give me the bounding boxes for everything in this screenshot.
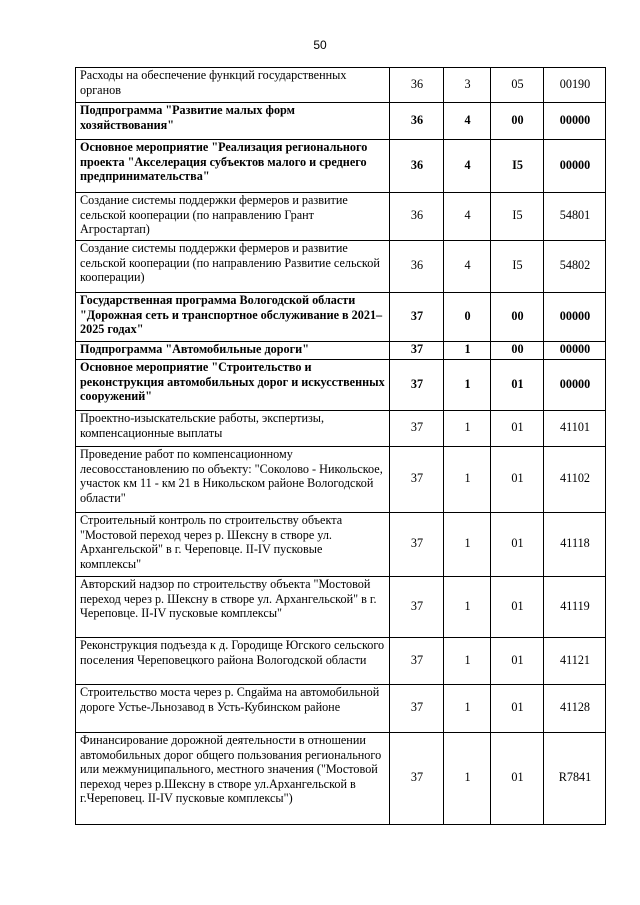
row-code-1-cell: 37 xyxy=(390,447,444,513)
row-code-2-cell: 4 xyxy=(444,193,491,241)
row-code-2-cell: 3 xyxy=(444,68,491,103)
row-name-cell: Строительство моста через р. Сngайма на автомобильной дороге Устье-Льнозавод в Усть-Кубинском районе xyxy=(76,685,390,733)
table-row xyxy=(76,411,606,447)
row-code-1-cell: 36 xyxy=(390,68,444,103)
row-name-cell: Основное мероприятие "Строительство и реконструкция автомобильных дорог и искусственных сооружений" xyxy=(76,360,390,411)
row-code-4-cell: 41118 xyxy=(544,513,606,577)
row-code-2-cell: 1 xyxy=(444,733,491,825)
row-code-4-cell: 41121 xyxy=(544,638,606,685)
row-code-1-cell: 37 xyxy=(390,685,444,733)
row-code-4-cell: 41101 xyxy=(544,411,606,447)
row-code-2-cell: 4 xyxy=(444,140,491,193)
table-row xyxy=(76,513,606,577)
row-name-cell: Создание системы поддержки фермеров и развитие сельской кооперации (по направлению Развитие сельской кооперации) xyxy=(76,241,390,293)
table-row xyxy=(76,193,606,241)
row-code-1-cell: 37 xyxy=(390,577,444,638)
row-name-cell: Авторский надзор по строительству объекта "Мостовой переход через р. Шексну в створе ул. Архангельской" в г. Череповце. II-IV пусковые комплексы" xyxy=(76,577,390,638)
row-name-cell: Финансирование дорожной деятельности в отношении автомобильных дорог общего пользования регионального или межмуниципального, местного значения ("Мостовой переход через р.Шексну в створе ул.Архангельской в г.Череповец. II-IV пусковые комплексы") xyxy=(76,733,390,825)
row-code-4-cell: 00190 xyxy=(544,68,606,103)
row-code-3-cell: 01 xyxy=(491,577,544,638)
row-name-cell: Проектно-изыскательские работы, экспертизы, компенсационные выплаты xyxy=(76,411,390,447)
table-row xyxy=(76,638,606,685)
row-code-2-cell: 4 xyxy=(444,241,491,293)
row-name-cell: Расходы на обеспечение функций государственных органов xyxy=(76,68,390,103)
table-row xyxy=(76,140,606,193)
row-code-2-cell: 1 xyxy=(444,513,491,577)
row-code-1-cell: 37 xyxy=(390,638,444,685)
table-row xyxy=(76,447,606,513)
budget-classification-table xyxy=(75,67,606,825)
row-code-4-cell: 54802 xyxy=(544,241,606,293)
row-name-cell: Проведение работ по компенсационному лесовосстановлению по объекту: "Соколово - Никольское, участок км 11 - км 21 в Никольском районе Вологодской области" xyxy=(76,447,390,513)
row-code-2-cell: 1 xyxy=(444,342,491,360)
row-name-cell: Подпрограмма "Развитие малых форм хозяйствования" xyxy=(76,103,390,140)
row-code-3-cell: I5 xyxy=(491,193,544,241)
row-code-2-cell: 1 xyxy=(444,447,491,513)
row-code-3-cell: 01 xyxy=(491,411,544,447)
row-code-4-cell: 41128 xyxy=(544,685,606,733)
table-row xyxy=(76,342,606,360)
row-code-2-cell: 1 xyxy=(444,638,491,685)
table-body xyxy=(76,68,606,825)
row-code-3-cell: 01 xyxy=(491,513,544,577)
row-name-cell: Строительный контроль по строительству объекта "Мостовой переход через р. Шексну в створе ул. Архангельской" в г. Череповце. II-IV пусковые комплексы" xyxy=(76,513,390,577)
row-name-cell: Основное мероприятие "Реализация регионального проекта "Акселерация субъектов малого и среднего предпринимательства" xyxy=(76,140,390,193)
row-code-1-cell: 36 xyxy=(390,193,444,241)
row-code-3-cell: I5 xyxy=(491,241,544,293)
row-code-1-cell: 37 xyxy=(390,733,444,825)
row-name-cell: Государственная программа Вологодской области "Дорожная сеть и транспортное обслуживание в 2021–2025 годах" xyxy=(76,293,390,342)
row-name-cell: Подпрограмма "Автомобильные дороги" xyxy=(76,342,390,360)
row-code-4-cell: 41119 xyxy=(544,577,606,638)
row-code-3-cell: I5 xyxy=(491,140,544,193)
table-row xyxy=(76,68,606,103)
row-code-3-cell: 01 xyxy=(491,685,544,733)
row-code-1-cell: 36 xyxy=(390,140,444,193)
row-code-2-cell: 1 xyxy=(444,685,491,733)
row-code-3-cell: 01 xyxy=(491,360,544,411)
row-code-3-cell: 00 xyxy=(491,342,544,360)
row-code-3-cell: 05 xyxy=(491,68,544,103)
row-code-2-cell: 1 xyxy=(444,411,491,447)
row-name-cell: Создание системы поддержки фермеров и развитие сельской кооперации (по направлению Грант Агростартап) xyxy=(76,193,390,241)
row-code-3-cell: 00 xyxy=(491,293,544,342)
row-code-4-cell: R7841 xyxy=(544,733,606,825)
row-code-4-cell: 54801 xyxy=(544,193,606,241)
table-row xyxy=(76,685,606,733)
row-code-3-cell: 00 xyxy=(491,103,544,140)
row-code-1-cell: 36 xyxy=(390,241,444,293)
table-row xyxy=(76,103,606,140)
row-code-3-cell: 01 xyxy=(491,447,544,513)
row-code-2-cell: 4 xyxy=(444,103,491,140)
row-code-2-cell: 1 xyxy=(444,577,491,638)
table-row xyxy=(76,360,606,411)
row-code-2-cell: 0 xyxy=(444,293,491,342)
row-code-3-cell: 01 xyxy=(491,638,544,685)
page-number: 50 xyxy=(313,38,327,52)
row-code-4-cell: 00000 xyxy=(544,293,606,342)
table-row xyxy=(76,577,606,638)
table-row xyxy=(76,293,606,342)
row-code-1-cell: 36 xyxy=(390,103,444,140)
row-code-1-cell: 37 xyxy=(390,411,444,447)
row-code-2-cell: 1 xyxy=(444,360,491,411)
row-code-4-cell: 00000 xyxy=(544,103,606,140)
row-code-1-cell: 37 xyxy=(390,360,444,411)
row-code-4-cell: 00000 xyxy=(544,360,606,411)
row-code-4-cell: 00000 xyxy=(544,140,606,193)
table-row xyxy=(76,733,606,825)
row-code-4-cell: 41102 xyxy=(544,447,606,513)
row-code-1-cell: 37 xyxy=(390,513,444,577)
row-code-4-cell: 00000 xyxy=(544,342,606,360)
row-code-1-cell: 37 xyxy=(390,293,444,342)
row-code-3-cell: 01 xyxy=(491,733,544,825)
table-row xyxy=(76,241,606,293)
row-name-cell: Реконструкция подъезда к д. Городище Югского сельского поселения Череповецкого района Вологодской области xyxy=(76,638,390,685)
row-code-1-cell: 37 xyxy=(390,342,444,360)
